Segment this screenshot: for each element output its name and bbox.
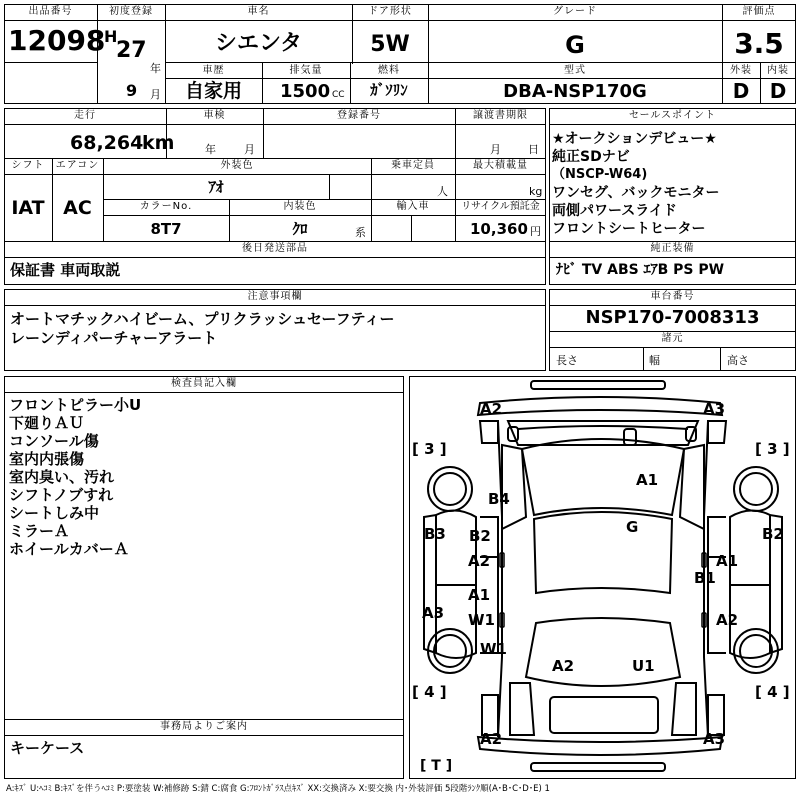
person-unit: 人 bbox=[437, 185, 448, 198]
transfer-month-unit: 月 bbox=[490, 143, 501, 156]
lot-number: 12098 bbox=[8, 24, 106, 57]
year: 27 bbox=[116, 38, 147, 63]
interior-color-label: 内装色 bbox=[283, 201, 317, 212]
damage-mark: A3 bbox=[703, 400, 726, 418]
damage-mark: [ T ] bbox=[420, 758, 453, 774]
damage-mark: W1 bbox=[480, 640, 507, 658]
grade-label: グレード bbox=[553, 6, 597, 17]
inspector-line: 室内臭い、汚れ bbox=[9, 468, 115, 486]
sales-line: 純正SDナビ bbox=[552, 149, 630, 165]
recycle-label: リサイクル預託金 bbox=[461, 201, 540, 212]
reg-number-label: 登録番号 bbox=[337, 110, 381, 121]
aircon-value: AC bbox=[63, 197, 92, 219]
equipment-label: 純正装備 bbox=[650, 243, 695, 254]
damage-mark: [ 4 ] bbox=[412, 683, 447, 701]
equipment-value: ﾅﾋﾞ TV ABS ｴｱB PS PW bbox=[556, 262, 725, 278]
length-label: 長さ bbox=[556, 354, 578, 367]
fuel-label: 燃料 bbox=[378, 65, 400, 76]
lot-label: 出品番号 bbox=[28, 6, 73, 17]
office-label: 事務局よりご案内 bbox=[160, 721, 248, 732]
month-unit: 月 bbox=[150, 88, 161, 101]
notes-label: 注意事項欄 bbox=[247, 291, 303, 302]
interior-score: D bbox=[769, 79, 787, 103]
damage-mark: [ 3 ] bbox=[412, 440, 447, 458]
damage-mark: A1 bbox=[468, 586, 491, 604]
rear-bumper bbox=[478, 737, 722, 755]
legend: A:ｷｽﾞ U:ﾍｺﾐ B:ｷｽﾞを伴うﾍｺﾐ P:要塗装 W:補修跡 S:錆 C:腐食 G:ﾌﾛﾝﾄｶﾞﾗｽ点ｷｽﾞ XX:交換済み X:要交換 内･外装評価 5段階ﾗﾝｸ順(A･B･C･D･E) 1 bbox=[6, 784, 550, 794]
interior-label: 内装 bbox=[767, 65, 789, 76]
exterior-color-label: 外装色 bbox=[220, 160, 254, 171]
car-name-label: 車名 bbox=[247, 6, 270, 17]
damage-mark: B1 bbox=[694, 569, 716, 587]
first-reg-label: 初度登録 bbox=[109, 6, 153, 17]
width-label: 幅 bbox=[649, 354, 660, 367]
damage-mark: B2 bbox=[469, 527, 491, 545]
exterior-label: 外装 bbox=[730, 65, 752, 76]
chassis-label: 車台番号 bbox=[650, 291, 695, 302]
inspection-year-unit: 年 bbox=[205, 143, 216, 156]
exterior-score: D bbox=[732, 79, 750, 103]
notes-line: オートマチックハイビーム、プリクラッシュセーフティー bbox=[10, 310, 395, 328]
damage-mark: A2 bbox=[480, 400, 503, 418]
color-no-value: 8T7 bbox=[150, 220, 182, 238]
year-unit: 年 bbox=[150, 62, 161, 75]
transfer-day-unit: 日 bbox=[528, 143, 539, 156]
sales-line: ワンセグ、バックモニター bbox=[552, 185, 720, 201]
door-value: 5W bbox=[370, 32, 410, 57]
rear-bumper-bottom bbox=[531, 763, 665, 771]
inspector-line: フロントピラー小U bbox=[9, 396, 142, 414]
dims-label: 諸元 bbox=[661, 333, 684, 344]
import-label: 輸入車 bbox=[396, 201, 430, 212]
inspection-label: 車検 bbox=[203, 110, 226, 121]
history-label: 車歴 bbox=[202, 65, 225, 76]
inspection-month-unit: 月 bbox=[244, 143, 255, 156]
inspector-line: シートしみ中 bbox=[9, 504, 100, 522]
capacity-label: 乗車定員 bbox=[391, 160, 435, 171]
shift-label: シフト bbox=[11, 160, 45, 171]
later-parts-label: 後日発送部品 bbox=[242, 243, 308, 254]
damage-diagram bbox=[409, 376, 796, 779]
notes-line: レーンディパーチャーアラート bbox=[10, 329, 218, 347]
inspector-line: 下廻りＡＵ bbox=[9, 414, 85, 432]
office-value: キーケース bbox=[10, 739, 85, 757]
mileage-label: 走行 bbox=[74, 110, 96, 121]
history-value: 自家用 bbox=[184, 80, 242, 102]
front-bumper-top bbox=[531, 381, 665, 389]
damage-mark: B2 bbox=[762, 525, 784, 543]
damage-mark: A2 bbox=[716, 611, 739, 629]
sales-label: セールスポイント bbox=[628, 110, 717, 121]
era: H bbox=[104, 27, 118, 46]
model-value: DBA-NSP170G bbox=[503, 81, 647, 102]
displacement-value: 1500 bbox=[280, 81, 331, 102]
damage-mark: A1 bbox=[716, 552, 739, 570]
inspector-line: 室内内張傷 bbox=[9, 450, 85, 468]
cc-unit: CC bbox=[332, 90, 345, 100]
inspector-label: 検査員記入欄 bbox=[171, 378, 237, 389]
damage-mark: B3 bbox=[424, 525, 446, 543]
sales-line: ★オークションデビュー★ bbox=[552, 131, 717, 147]
fuel-value: ｶﾞｿﾘﾝ bbox=[370, 81, 408, 99]
sales-line: 両側パワースライド bbox=[552, 203, 677, 219]
color-no-label: カラーNo. bbox=[139, 201, 193, 212]
grade-value: G bbox=[565, 31, 585, 59]
score-label: 評価点 bbox=[742, 6, 776, 17]
car-name: シエンタ bbox=[214, 31, 303, 56]
model-label: 型式 bbox=[564, 65, 586, 76]
damage-mark: A2 bbox=[468, 552, 491, 570]
damage-mark: W1 bbox=[468, 611, 495, 629]
inspector-line: シフトノブすれ bbox=[9, 486, 114, 504]
shift-value: IAT bbox=[11, 197, 45, 219]
interior-color-suffix: 系 bbox=[355, 226, 366, 239]
inspector-line: ホイールカバーＡ bbox=[9, 540, 129, 558]
damage-mark: A3 bbox=[703, 730, 726, 748]
aircon-label: エアコン bbox=[55, 160, 100, 171]
damage-mark: A1 bbox=[636, 471, 659, 489]
front-bumper bbox=[478, 397, 722, 418]
damage-mark: A2 bbox=[552, 657, 575, 675]
chassis-value: NSP170-7008313 bbox=[585, 307, 760, 328]
inspector-line: コンソール傷 bbox=[9, 432, 99, 450]
kg-unit: kg bbox=[529, 185, 543, 198]
damage-mark: G bbox=[626, 518, 639, 536]
interior-color-value: ｸﾛ bbox=[292, 220, 308, 238]
door-label: ドア形状 bbox=[368, 6, 412, 17]
km-unit: km bbox=[142, 132, 175, 154]
max-load-label: 最大積載量 bbox=[473, 160, 528, 171]
inspector-line: ミラーＡ bbox=[9, 522, 70, 540]
month: 9 bbox=[126, 81, 138, 100]
height-label: 高さ bbox=[727, 354, 749, 367]
mileage-value: 68,264 bbox=[70, 132, 144, 154]
damage-mark: [ 3 ] bbox=[755, 440, 790, 458]
damage-mark: A2 bbox=[480, 730, 503, 748]
damage-mark: B4 bbox=[488, 490, 510, 508]
sales-line: （NSCP-W64) bbox=[552, 167, 648, 182]
yen-unit: 円 bbox=[530, 225, 541, 238]
exterior-color-value: ｱｵ bbox=[208, 178, 224, 196]
damage-mark: [ 4 ] bbox=[755, 683, 790, 701]
recycle-value: 10,360 bbox=[470, 220, 528, 238]
later-parts-value: 保証書 車両取説 bbox=[10, 261, 121, 279]
damage-mark: U1 bbox=[632, 657, 655, 675]
score-value: 3.5 bbox=[734, 27, 784, 60]
displacement-label: 排気量 bbox=[289, 65, 323, 76]
sales-line: フロントシートヒーター bbox=[552, 221, 706, 237]
transfer-label: 譲渡書期限 bbox=[473, 110, 528, 121]
damage-mark: A3 bbox=[422, 604, 445, 622]
